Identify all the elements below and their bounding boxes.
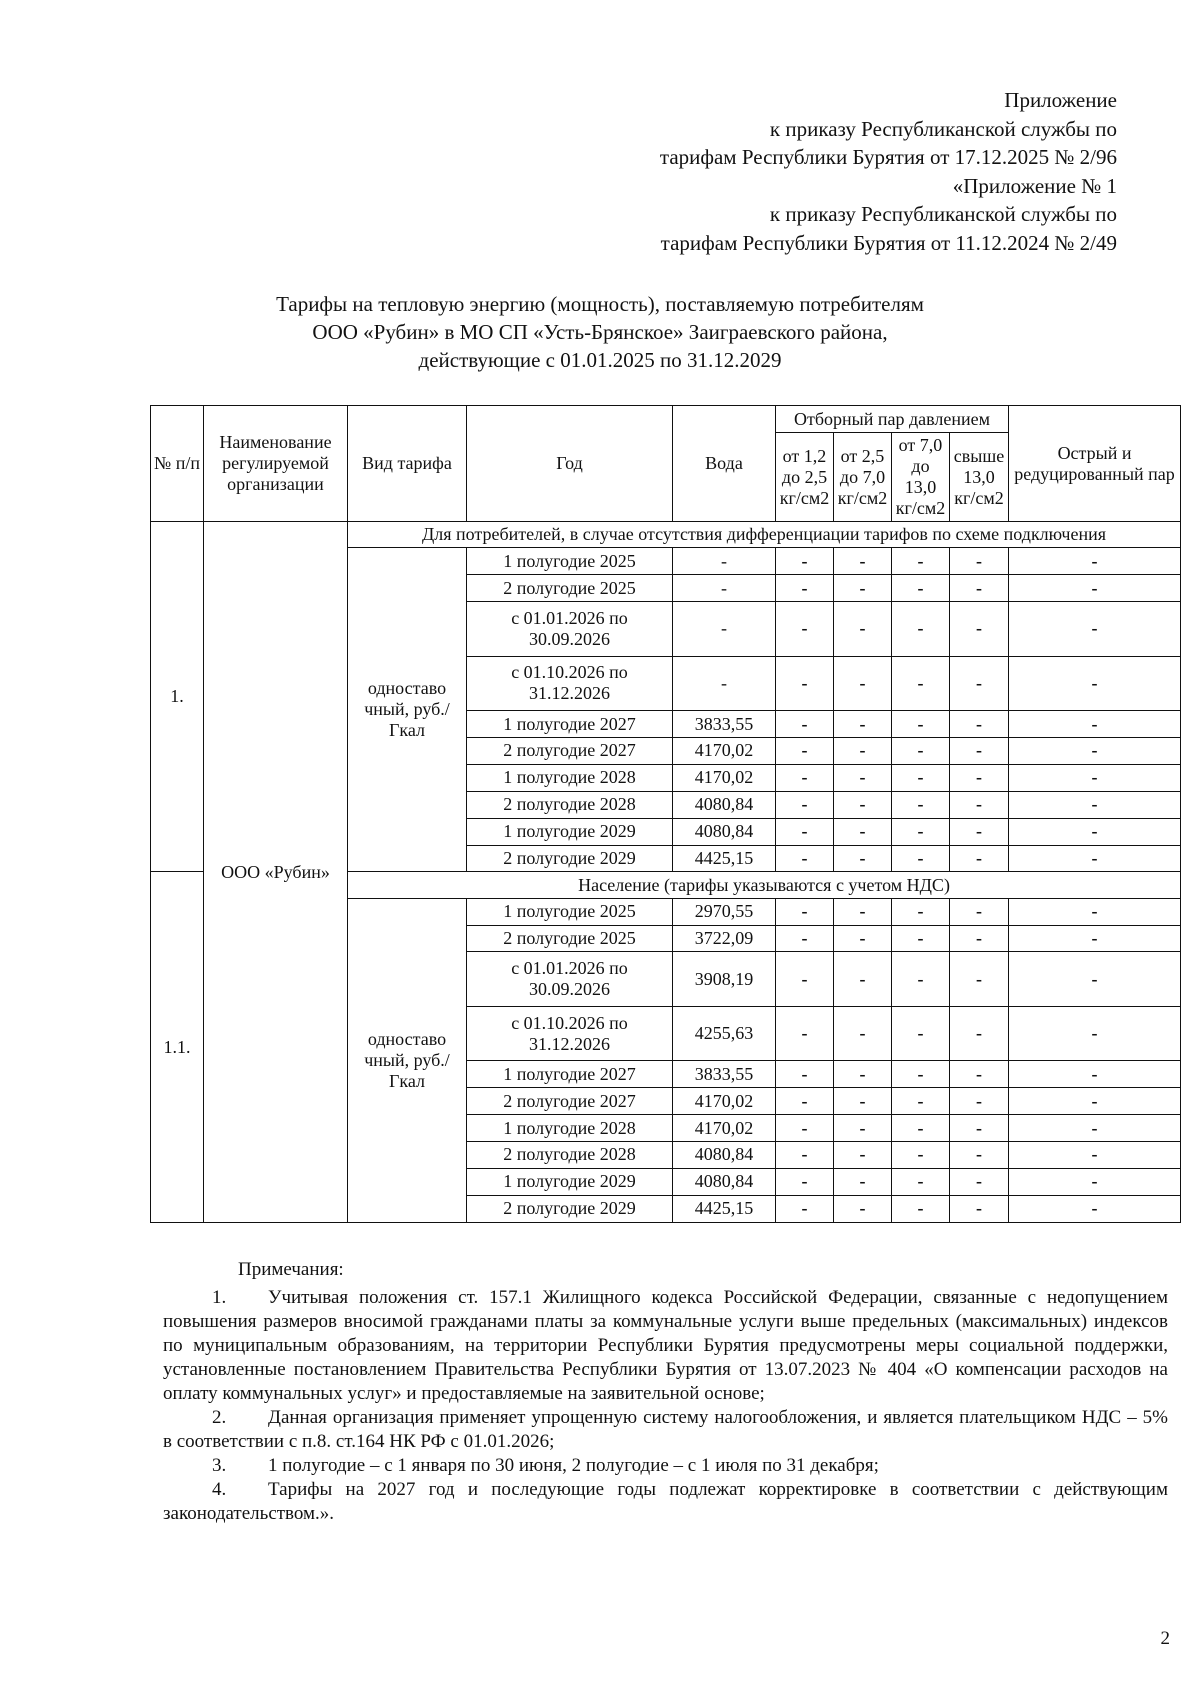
period-cell: 2 полугодие 2028 xyxy=(467,791,673,818)
empty-value-cell: - xyxy=(834,952,892,1006)
section-subheader-row xyxy=(151,522,1181,548)
empty-value-cell: - xyxy=(776,1195,834,1222)
empty-value-cell: - xyxy=(834,791,892,818)
period-cell: с 01.01.2026 по 30.09.2026 xyxy=(467,602,673,656)
empty-value-cell: - xyxy=(834,656,892,710)
empty-value-cell: - xyxy=(834,1115,892,1142)
note-item xyxy=(163,1406,1168,1454)
water-tariff-cell: 4255,63 xyxy=(673,1006,776,1060)
empty-value-cell: - xyxy=(1009,925,1181,952)
document-title xyxy=(0,290,1200,374)
empty-value-cell: - xyxy=(950,738,1009,765)
document-header xyxy=(660,86,1117,257)
section-subheader: Население (тарифы указываются с учетом НДС) xyxy=(348,872,1181,898)
empty-value-cell: - xyxy=(892,1061,950,1088)
empty-value-cell: - xyxy=(892,1195,950,1222)
empty-value-cell: - xyxy=(834,1168,892,1195)
empty-value-cell: - xyxy=(834,1006,892,1060)
water-tariff-cell: 4170,02 xyxy=(673,764,776,791)
empty-value-cell: - xyxy=(950,1195,1009,1222)
empty-value-cell: - xyxy=(1009,1006,1181,1060)
empty-value-cell: - xyxy=(950,548,1009,575)
header-water: Вода xyxy=(673,406,776,522)
empty-value-cell: - xyxy=(1009,818,1181,845)
notes-heading: Примечания: xyxy=(238,1259,344,1280)
notes-list xyxy=(163,1286,1168,1526)
empty-value-cell: - xyxy=(776,1061,834,1088)
empty-value-cell: - xyxy=(776,575,834,602)
row-number: 1. xyxy=(151,522,204,872)
empty-value-cell: - xyxy=(950,845,1009,872)
empty-value-cell: - xyxy=(776,845,834,872)
header-num: № п/п xyxy=(151,406,204,522)
empty-value-cell: - xyxy=(776,738,834,765)
empty-value-cell: - xyxy=(1009,791,1181,818)
empty-value-cell: - xyxy=(892,711,950,738)
period-cell: 2 полугодие 2025 xyxy=(467,575,673,602)
empty-value-cell: - xyxy=(776,1006,834,1060)
header-line: к приказу Республиканской службы по xyxy=(769,202,1117,226)
empty-value-cell: - xyxy=(892,1168,950,1195)
empty-value-cell: - xyxy=(834,845,892,872)
note-number: 3. xyxy=(212,1455,227,1476)
empty-value-cell: - xyxy=(892,898,950,925)
empty-value-cell: - xyxy=(834,925,892,952)
empty-value-cell: - xyxy=(892,791,950,818)
empty-value-cell: - xyxy=(892,602,950,656)
note-number: 1. xyxy=(212,1287,227,1308)
header-line: «Приложение № 1 xyxy=(952,173,1117,198)
header-line: тарифам Республики Бурятия от 17.12.2025 № 2/96 xyxy=(659,145,1117,169)
water-tariff-cell: 3833,55 xyxy=(673,1061,776,1088)
water-tariff-cell: 4170,02 xyxy=(673,1088,776,1115)
empty-value-cell: - xyxy=(776,898,834,925)
header-tariff-type: Вид тарифа xyxy=(348,406,467,522)
row-number: 1.1. xyxy=(151,872,204,1223)
empty-value-cell: - xyxy=(892,764,950,791)
period-cell: 1 полугодие 2029 xyxy=(467,818,673,845)
empty-value-cell: - xyxy=(950,656,1009,710)
period-cell: 1 полугодие 2027 xyxy=(467,1061,673,1088)
empty-value-cell: - xyxy=(1009,575,1181,602)
period-cell: 1 полугодие 2025 xyxy=(467,548,673,575)
period-cell: 1 полугодие 2025 xyxy=(467,898,673,925)
header-steam-group: Отборный пар давлением xyxy=(776,406,1009,433)
empty-value-cell: - xyxy=(834,711,892,738)
water-tariff-cell: - xyxy=(673,656,776,710)
empty-value-cell: - xyxy=(892,1141,950,1168)
water-tariff-cell: 4170,02 xyxy=(673,738,776,765)
period-cell: с 01.01.2026 по 30.09.2026 xyxy=(467,952,673,1006)
empty-value-cell: - xyxy=(1009,1168,1181,1195)
header-year: Год xyxy=(467,406,673,522)
empty-value-cell: - xyxy=(834,1141,892,1168)
period-cell: 2 полугодие 2027 xyxy=(467,1088,673,1115)
header-line: к приказу Республиканской службы по xyxy=(769,116,1117,141)
header-pressure-p1: от 1,2 до 2,5 кг/см2 xyxy=(776,433,834,522)
empty-value-cell: - xyxy=(776,925,834,952)
note-text: Данная организация применяет упрощенную систему налогообложения, и является плательщиком НДС – 5% в соответствии с п.8. ст.164 НК РФ с 01.01.2026; xyxy=(163,1407,1168,1452)
empty-value-cell: - xyxy=(892,1088,950,1115)
period-cell: с 01.10.2026 по 31.12.2026 xyxy=(467,1006,673,1060)
note-number: 2. xyxy=(212,1407,227,1428)
empty-value-cell: - xyxy=(1009,602,1181,656)
empty-value-cell: - xyxy=(1009,898,1181,925)
empty-value-cell: - xyxy=(950,1168,1009,1195)
empty-value-cell: - xyxy=(834,898,892,925)
empty-value-cell: - xyxy=(776,1088,834,1115)
empty-value-cell: - xyxy=(834,602,892,656)
note-text: 1 полугодие – с 1 января по 30 июня, 2 полугодие – с 1 июля по 31 декабря; xyxy=(268,1455,879,1476)
water-tariff-cell: - xyxy=(673,575,776,602)
empty-value-cell: - xyxy=(776,818,834,845)
empty-value-cell: - xyxy=(950,1061,1009,1088)
empty-value-cell: - xyxy=(892,548,950,575)
header-line: тарифам Республики Бурятия от 11.12.2024 № 2/49 xyxy=(660,230,1117,255)
period-cell: 1 полугодие 2029 xyxy=(467,1168,673,1195)
empty-value-cell: - xyxy=(1009,1195,1181,1222)
header-sharp-steam: Острый и редуцированный пар xyxy=(1009,406,1181,522)
page-number: 2 xyxy=(1160,1628,1170,1649)
period-cell: 1 полугодие 2028 xyxy=(467,1115,673,1142)
empty-value-cell: - xyxy=(950,711,1009,738)
empty-value-cell: - xyxy=(950,952,1009,1006)
water-tariff-cell: - xyxy=(673,548,776,575)
empty-value-cell: - xyxy=(892,952,950,1006)
empty-value-cell: - xyxy=(776,1115,834,1142)
tariff-table xyxy=(150,405,1181,1223)
header-pressure-p3: от 7,0 до 13,0 кг/см2 xyxy=(892,433,950,522)
water-tariff-cell: 4425,15 xyxy=(673,1195,776,1222)
period-cell: 2 полугодие 2027 xyxy=(467,738,673,765)
empty-value-cell: - xyxy=(950,602,1009,656)
empty-value-cell: - xyxy=(950,1141,1009,1168)
tariff-type: одноставо чный, руб./Гкал xyxy=(348,548,467,872)
empty-value-cell: - xyxy=(950,1088,1009,1115)
note-text: Учитывая положения ст. 157.1 Жилищного кодекса Российской Федерации, связанные с недопущением повышения размеров вносимой гражданами платы за коммунальные услуги выше предельных (максимальных) индексов по муниципальным образованиям, на территории Республики Бурятия предусмотрены меры социальной поддержки, установленные постановлением Правительства Республики Бурятия от 13.07.2023 № 404 «О компенсации расходов на оплату коммунальных услуг» и предоставляемые на заявительной основе; xyxy=(163,1287,1168,1404)
note-item xyxy=(163,1286,1168,1406)
period-cell: 2 полугодие 2028 xyxy=(467,1141,673,1168)
empty-value-cell: - xyxy=(1009,548,1181,575)
empty-value-cell: - xyxy=(1009,845,1181,872)
empty-value-cell: - xyxy=(776,952,834,1006)
period-cell: 1 полугодие 2028 xyxy=(467,764,673,791)
empty-value-cell: - xyxy=(834,575,892,602)
note-item xyxy=(163,1454,1168,1478)
water-tariff-cell: 2970,55 xyxy=(673,898,776,925)
empty-value-cell: - xyxy=(950,1115,1009,1142)
empty-value-cell: - xyxy=(950,1006,1009,1060)
header-pressure-p2: от 2,5 до 7,0 кг/см2 xyxy=(834,433,892,522)
empty-value-cell: - xyxy=(1009,1141,1181,1168)
header-pressure-p4: свыше 13,0 кг/см2 xyxy=(950,433,1009,522)
empty-value-cell: - xyxy=(950,818,1009,845)
header-line: Приложение xyxy=(1004,88,1117,112)
water-tariff-cell: 3908,19 xyxy=(673,952,776,1006)
empty-value-cell: - xyxy=(892,575,950,602)
header-organization: Наименование регулируемой организации xyxy=(204,406,348,522)
notes-section xyxy=(163,1258,1168,1526)
empty-value-cell: - xyxy=(1009,1115,1181,1142)
empty-value-cell: - xyxy=(1009,952,1181,1006)
empty-value-cell: - xyxy=(834,1061,892,1088)
period-cell: 2 полугодие 2025 xyxy=(467,925,673,952)
tariff-type: одноставо чный, руб./Гкал xyxy=(348,898,467,1222)
empty-value-cell: - xyxy=(892,818,950,845)
empty-value-cell: - xyxy=(776,764,834,791)
water-tariff-cell: 4080,84 xyxy=(673,791,776,818)
empty-value-cell: - xyxy=(1009,738,1181,765)
note-number: 4. xyxy=(212,1479,227,1500)
note-item xyxy=(163,1478,1168,1526)
note-text: Тарифы на 2027 год и последующие годы подлежат корректировке в соответствии с действующим законодательством.». xyxy=(163,1479,1168,1524)
empty-value-cell: - xyxy=(892,1115,950,1142)
empty-value-cell: - xyxy=(950,791,1009,818)
tariff-table-body xyxy=(151,406,1181,1223)
empty-value-cell: - xyxy=(834,548,892,575)
period-cell: 2 полугодие 2029 xyxy=(467,845,673,872)
empty-value-cell: - xyxy=(1009,1088,1181,1115)
empty-value-cell: - xyxy=(1009,656,1181,710)
empty-value-cell: - xyxy=(776,1141,834,1168)
empty-value-cell: - xyxy=(892,656,950,710)
organization-name: ООО «Рубин» xyxy=(204,522,348,1223)
empty-value-cell: - xyxy=(834,1088,892,1115)
period-cell: с 01.10.2026 по 31.12.2026 xyxy=(467,656,673,710)
empty-value-cell: - xyxy=(776,656,834,710)
title-line: действующие с 01.01.2025 по 31.12.2029 xyxy=(418,348,782,372)
empty-value-cell: - xyxy=(950,575,1009,602)
empty-value-cell: - xyxy=(834,764,892,791)
empty-value-cell: - xyxy=(1009,764,1181,791)
period-cell: 1 полугодие 2027 xyxy=(467,711,673,738)
empty-value-cell: - xyxy=(892,1006,950,1060)
empty-value-cell: - xyxy=(776,548,834,575)
empty-value-cell: - xyxy=(892,925,950,952)
empty-value-cell: - xyxy=(1009,711,1181,738)
empty-value-cell: - xyxy=(776,602,834,656)
title-line: ООО «Рубин» в МО СП «Усть-Брянское» Заиграевского района, xyxy=(312,320,888,344)
empty-value-cell: - xyxy=(1009,1061,1181,1088)
empty-value-cell: - xyxy=(776,711,834,738)
table-header-row xyxy=(151,406,1181,433)
period-cell: 2 полугодие 2029 xyxy=(467,1195,673,1222)
empty-value-cell: - xyxy=(776,791,834,818)
water-tariff-cell: - xyxy=(673,602,776,656)
empty-value-cell: - xyxy=(892,738,950,765)
empty-value-cell: - xyxy=(834,1195,892,1222)
water-tariff-cell: 4080,84 xyxy=(673,1141,776,1168)
empty-value-cell: - xyxy=(892,845,950,872)
water-tariff-cell: 4425,15 xyxy=(673,845,776,872)
empty-value-cell: - xyxy=(834,818,892,845)
empty-value-cell: - xyxy=(950,764,1009,791)
water-tariff-cell: 4170,02 xyxy=(673,1115,776,1142)
water-tariff-cell: 4080,84 xyxy=(673,818,776,845)
section-subheader: Для потребителей, в случае отсутствия дифференциации тарифов по схеме подключения xyxy=(348,522,1181,548)
empty-value-cell: - xyxy=(834,738,892,765)
empty-value-cell: - xyxy=(776,1168,834,1195)
water-tariff-cell: 3722,09 xyxy=(673,925,776,952)
water-tariff-cell: 4080,84 xyxy=(673,1168,776,1195)
empty-value-cell: - xyxy=(950,898,1009,925)
water-tariff-cell: 3833,55 xyxy=(673,711,776,738)
empty-value-cell: - xyxy=(950,925,1009,952)
title-line: Тарифы на тепловую энергию (мощность), поставляемую потребителям xyxy=(276,292,924,316)
